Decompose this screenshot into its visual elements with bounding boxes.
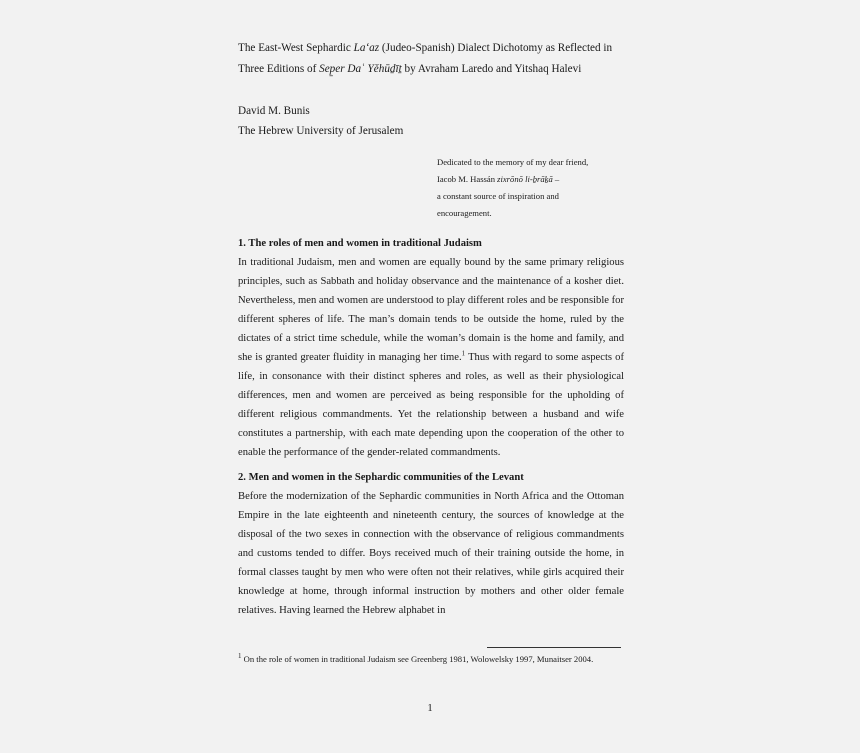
author-name: David M. Bunis xyxy=(238,105,310,117)
section-heading: 2. Men and women in the Sephardic communities of the Levant xyxy=(238,472,524,483)
author-block xyxy=(238,101,403,141)
dedication: Dedicated to the memory of my dear friend, Iacob M. Hassán zixrōnō li-ḇrāḵā – a constant source of inspiration and encouragement. xyxy=(437,157,589,218)
author-affiliation: The Hebrew University of Jerusalem xyxy=(238,125,404,137)
section-paragraph: Before the modernization of the Sephardic communities in North Africa and the Ottoman Empire in the late eighteenth and nineteenth century, the sources of knowledge at the disposal of the two sexes in connection with the observance of religious commandments and customs tended to differ. Boys received much of their training outside the home, in formal classes taught by men who were often not their relatives, while girls acquired their knowledge at home, through informal instruction by mothers and other older female relatives. Having learned the Hebrew alphabet in xyxy=(238,491,624,616)
footnote: $^1$ On the role of women in traditional Judaism see Greenberg 1981, Wolowelsky 1997, Munaitser 2004. xyxy=(238,652,594,664)
body-text xyxy=(238,234,624,626)
paper-title: The East-West Sephardic La‘az (Judeo-Spanish) Dialect Dichotomy as Reflected in Three Editions of Sep̱er Daʿ Yĕhūḏīṯ by Avraham Laredo and Yitshaq Halevi xyxy=(238,42,613,75)
section-paragraph: In traditional Judaism, men and women are equally bound by the same primary religious principles, such as Sabbath and holiday observance and the maintenance of a kosher diet. Nevertheless, men and women are understood to play different roles and be responsible for different spheres of life. The man’s domain tends to be outside the home, ruled by the dictates of a strict time schedule, while the woman’s domain is the home and family, and she is granted greater fluidity in managing her time.$^1$ Thus with regard to some aspects of life, in consonance with their distinct spheres and roles, as well as their physiological differences, men and women are perceived as being responsible for the upholding of different religious commandments. Yet the relationship between a husband and wife constitutes a partnership, with each mate depending upon the cooperation of the other to enable the performance of the gender-related commandments. xyxy=(238,257,624,458)
footnote-reference[interactable]: 1 xyxy=(461,349,466,358)
section-heading: 1. The roles of men and women in traditional Judaism xyxy=(238,238,482,249)
footnote-divider xyxy=(487,647,621,648)
page-number: 1 xyxy=(427,703,433,714)
